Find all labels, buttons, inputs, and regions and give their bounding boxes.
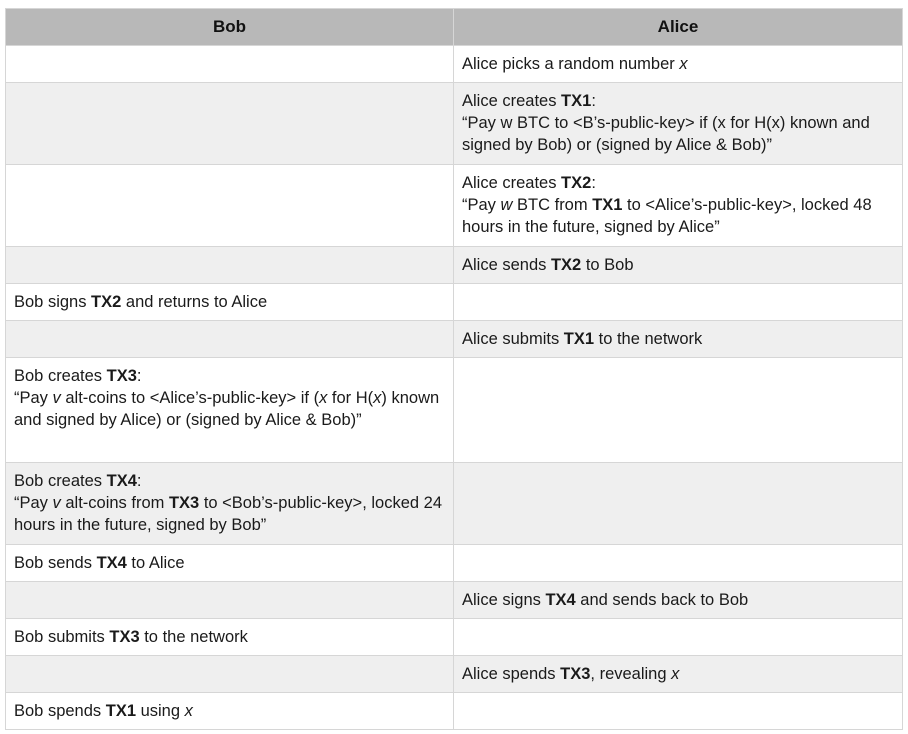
cell-text: Bob signs [14,293,92,311]
cell-text: to <Bob’s-public-key>, locked 24 hours in the future, signed by Bob” [14,494,442,534]
cell-text: Alice spends [462,665,561,683]
cell-text: Alice picks a random number [462,55,680,73]
cell-text: “Pay [14,494,53,512]
table-row [6,284,903,321]
table-row [6,46,903,83]
tx-label: TX1 [105,702,136,720]
alice-cell [454,83,903,165]
bob-cell [6,46,454,83]
cell-text: Alice submits [462,330,564,348]
cell-text: Alice creates [462,174,562,192]
cell-text: for H( [327,389,374,407]
alice-cell [454,582,903,619]
tx-label: TX2 [91,293,122,311]
alice-cell [454,545,903,582]
bob-cell [6,321,454,358]
cell-text: , revealing [590,665,672,683]
tx-label: TX1 [563,330,595,348]
cell-text: to Alice [126,554,185,572]
bob-cell [6,463,454,545]
variable: v [52,389,61,407]
tx-label: TX3 [109,628,140,646]
cell-text: using [136,702,185,720]
variable: x [373,389,382,407]
cell-text: Alice signs [462,591,546,609]
cell-text: Bob sends [14,554,97,572]
alice-cell [454,358,903,463]
alice-cell [454,693,903,730]
variable: v [52,494,61,512]
cell-text: “Pay [462,196,501,214]
cell-text: to Bob [581,256,634,274]
cell-text: ) known and signed by Alice) or (signed by Alice & Bob)” [14,389,440,429]
alice-cell [454,463,903,545]
tx-label: TX2 [550,256,582,274]
table-row [6,582,903,619]
tx-label: TX4 [545,591,576,609]
cell-text: to the network [594,330,703,348]
variable: x [184,702,193,720]
cell-text: BTC from [512,196,593,214]
variable: x [671,665,680,683]
table-body [6,46,903,730]
cell-text: : [591,174,596,192]
alice-cell [454,619,903,656]
bob-cell [6,582,454,619]
cell-text: to the network [139,628,248,646]
bob-cell [6,545,454,582]
table-row [6,358,903,463]
cell-text: and returns to Alice [121,293,268,311]
table-row [6,656,903,693]
protocol-table-container [5,8,902,730]
table-row [6,83,903,165]
bob-cell [6,693,454,730]
tx-label: TX4 [106,472,137,490]
alice-cell [454,284,903,321]
bob-column-header: Bob [6,9,454,46]
cell-text: Bob spends [14,702,106,720]
alice-cell [454,656,903,693]
cell-text: Alice creates [462,92,562,110]
cell-text: alt-coins from [60,494,169,512]
variable: x [679,55,688,73]
cell-text: “Pay [14,389,53,407]
variable: x [319,389,328,407]
bob-cell [6,656,454,693]
bob-cell [6,358,454,463]
alice-cell [454,247,903,284]
bob-cell [6,247,454,284]
cell-text: : [136,472,142,490]
tx-label: TX3 [106,367,137,385]
table-row [6,247,903,284]
cell-text: Bob submits [14,628,110,646]
table-row [6,463,903,545]
cell-text: “Pay w BTC to <B’s-public-key> if (x for H(x) known and signed by Bob) or (signed by Alice & Bob)” [462,114,870,154]
table-row [6,545,903,582]
tx-label: TX3 [168,494,200,512]
tx-label: TX1 [592,196,623,214]
tx-label: TX1 [561,92,592,110]
cell-text: : [591,92,596,110]
alice-cell [454,321,903,358]
cell-text: Bob creates [14,472,107,490]
cell-text: Alice sends [462,256,551,274]
table-row [6,165,903,247]
variable: w [500,196,513,214]
header-row [6,9,903,46]
tx-label: TX3 [560,665,591,683]
cell-text: : [136,367,142,385]
cell-text: to <Alice’s-public-key>, locked 48 hours in the future, signed by Alice” [462,196,872,236]
cell-text: and sends back to Bob [575,591,749,609]
table-row [6,693,903,730]
bob-cell [6,284,454,321]
cell-text: Bob creates [14,367,107,385]
protocol-table [5,8,903,730]
bob-cell [6,83,454,165]
table-row [6,321,903,358]
alice-cell [454,165,903,247]
tx-label: TX2 [561,174,592,192]
alice-column-header: Alice [454,9,903,46]
tx-label: TX4 [96,554,127,572]
cell-text: alt-coins to <Alice’s-public-key> if ( [60,389,320,407]
table-row [6,619,903,656]
bob-cell [6,619,454,656]
bob-cell [6,165,454,247]
alice-cell [454,46,903,83]
